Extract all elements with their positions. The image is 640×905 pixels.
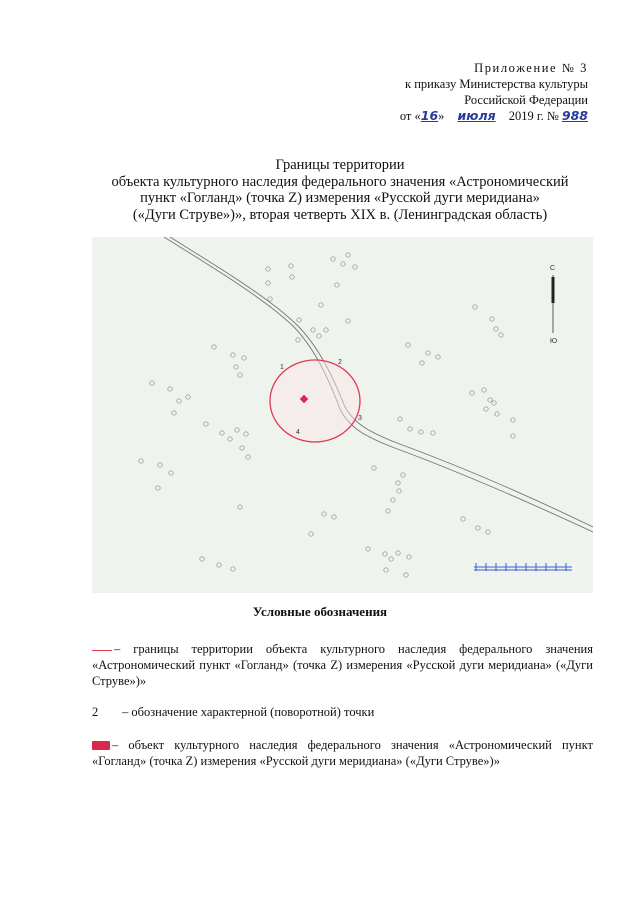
legend-point-text: – обозначение характерной (поворотной) точки — [122, 705, 375, 719]
date-year: 2019 г. № — [508, 109, 559, 123]
point-example: 2 — [92, 705, 99, 719]
map-canvas — [92, 237, 593, 593]
point-label-1: 1 — [280, 364, 284, 371]
territory-boundary — [270, 360, 360, 442]
legend-object-text: – объект культурного наследия федерального значения «Астрономический пункт «Гогланд» (точка Z) измерения «Русской дуги меридиана» («Дуги Струве»)» — [92, 738, 593, 768]
legend-item-point — [92, 704, 593, 720]
territory-map — [92, 237, 593, 593]
legend-item-boundary — [92, 641, 593, 689]
appendix-date-line — [288, 108, 588, 124]
point-label-3: 3 — [358, 415, 362, 422]
handwritten-month: июля — [457, 108, 496, 123]
north-label: С — [550, 265, 556, 272]
appendix-header — [288, 60, 588, 124]
legend-boundary-text: – границы территории объекта культурного наследия федерального значения «Астрономический пункт «Гогланд» (точка Z) измерения «Русской дуги меридиана» («Дуги Струве»)» — [92, 642, 593, 688]
object-swatch — [92, 741, 110, 750]
appendix-order-line: к приказу Министерства культуры — [405, 77, 588, 91]
document-title — [60, 157, 620, 223]
legend-item-object — [92, 737, 593, 769]
point-label-4: 4 — [296, 429, 300, 436]
south-label: Ю — [550, 338, 558, 345]
legend-title: Условные обозначения — [252, 604, 388, 619]
title-line-2: объекта культурного наследия федерального значения «Астрономический — [111, 173, 569, 190]
handwritten-number: 988 — [561, 108, 588, 123]
title-line-4: («Дуги Струве»)», вторая четверть XIX в. (Ленинградская область) — [132, 206, 548, 223]
appendix-title: Приложение № 3 — [474, 61, 588, 75]
appendix-ministry-line: Российской Федерации — [464, 93, 588, 107]
point-label-2: 2 — [338, 359, 342, 366]
boundary-line-swatch — [92, 650, 112, 651]
date-mid: » — [438, 109, 445, 123]
title-line-3: пункт «Гогланд» (точка Z) измерения «Русской дуги меридиана» — [140, 190, 540, 206]
handwritten-day: 16 — [420, 108, 439, 123]
title-line-1: Границы территории — [275, 157, 405, 173]
date-prefix: от « — [399, 109, 421, 123]
